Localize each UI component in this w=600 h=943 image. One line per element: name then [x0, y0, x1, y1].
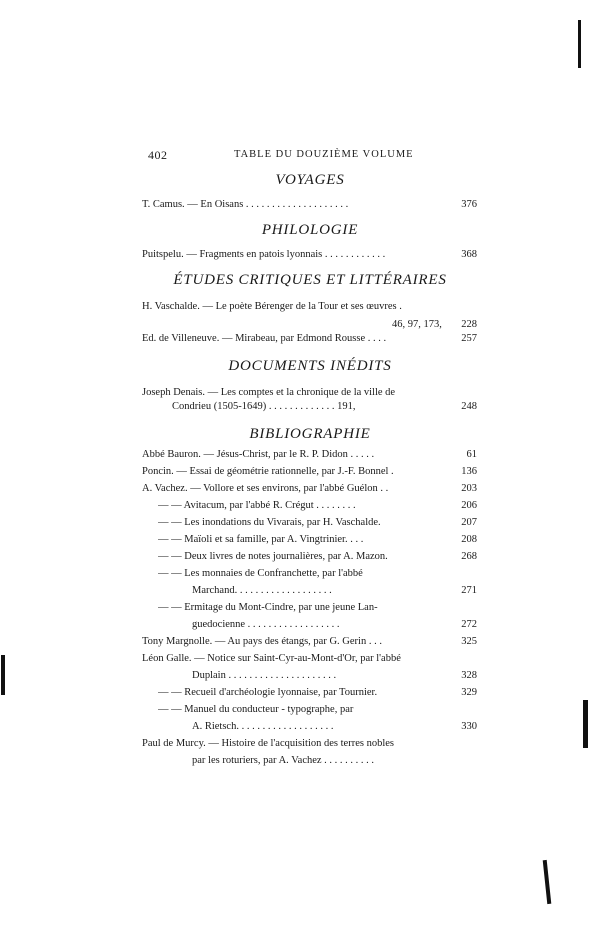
toc-entry-text: Duplain . . . . . . . . . . . . . . . . . . . . . [192, 670, 337, 681]
toc-entry-page: 368 [461, 249, 477, 260]
section-heading: DOCUMENTS INÉDITS [228, 358, 392, 374]
page-header [148, 148, 478, 164]
toc-entry [142, 248, 477, 262]
toc-entry-text: Puitspelu. — Fragments en patois lyonnais . . . . . . . . . . . . [142, 249, 386, 260]
section-heading: PHILOLOGIE [261, 222, 359, 238]
toc-entry-text: — — Deux livres de notes journalières, par A. Mazon. [158, 551, 388, 562]
toc-entry-text: — — Maïoli et sa famille, par A. Vingtrinier. . . . [158, 534, 364, 545]
toc-entry [142, 686, 477, 700]
toc-entry-page: 268 [461, 551, 477, 562]
toc-entry-text: Condrieu (1505-1649) . . . . . . . . . . . . . 191, [172, 401, 356, 412]
toc-entry-text: par les roturiers, par A. Vachez . . . . . . . . . . [192, 755, 375, 766]
toc-entry [142, 448, 477, 462]
toc-entry [142, 703, 477, 717]
toc-entry-text: guedocienne . . . . . . . . . . . . . . . . . . [192, 619, 340, 630]
toc-entry-text: — — Recueil d'archéologie lyonnaise, par Tournier. [158, 687, 378, 698]
toc-entry-text: Poncin. — Essai de géométrie rationnelle, par J.-F. Bonnel . [142, 466, 394, 477]
toc-entry-text: Ed. de Villeneuve. — Mirabeau, par Edmond Rousse . . . . [142, 333, 387, 344]
page-number: 402 [148, 148, 168, 162]
toc-entry-text: — — Les monnaies de Confranchette, par l'abbé [158, 568, 363, 579]
toc-entry [142, 601, 477, 615]
toc-entry-page: 330 [461, 721, 477, 732]
toc-entry [142, 584, 477, 598]
toc-entry [142, 737, 477, 751]
toc-entry [142, 635, 477, 649]
toc-entry-page: 272 [461, 619, 477, 630]
toc-entry [142, 720, 477, 734]
scan-edge-mark-bottom-right [543, 860, 552, 904]
running-title: TABLE DU DOUZIÈME VOLUME [234, 149, 414, 160]
toc-entry [142, 550, 477, 564]
toc-entry-text: Joseph Denais. — Les comptes et la chronique de la ville de [142, 387, 396, 398]
toc-entry-text: — — Ermitage du Mont-Cindre, par une jeune Lan- [158, 602, 378, 613]
scan-edge-mark-left [1, 655, 5, 695]
toc-entry-page: 228 [461, 319, 477, 330]
toc-entry-text: — — Manuel du conducteur - typographe, par [158, 704, 354, 715]
toc-entry [142, 332, 477, 346]
toc-entry-page: 207 [461, 517, 477, 528]
section-heading: VOYAGES [275, 172, 345, 188]
toc-entry [142, 386, 477, 400]
toc-entry-text: Tony Margnolle. — Au pays des étangs, par G. Gerin . . . [142, 636, 382, 647]
toc-entry [142, 754, 477, 768]
toc-entry [142, 516, 477, 530]
toc-entry [142, 465, 477, 479]
toc-entry-page: 61 [466, 449, 477, 460]
toc-entry-text: Paul de Murcy. — Histoire de l'acquisition des terres nobles [142, 738, 394, 749]
toc-entry-text: A. Rietsch. . . . . . . . . . . . . . . . . . . [192, 721, 334, 732]
toc-entry-text: — — Les inondations du Vivarais, par H. Vaschalde. [158, 517, 381, 528]
toc-entry-text: 46, 97, 173, [392, 319, 442, 330]
toc-entry [142, 618, 477, 632]
toc-entry [142, 400, 477, 414]
toc-entry-text: T. Camus. — En Oisans . . . . . . . . . . . . . . . . . . . . [142, 199, 349, 210]
toc-entry [142, 198, 477, 212]
toc-entry-text: A. Vachez. — Vollore et ses environs, par l'abbé Guélon . . [142, 483, 389, 494]
toc-entry [142, 300, 477, 314]
toc-entry [142, 499, 477, 513]
toc-entry-page: 203 [461, 483, 477, 494]
toc-entry-page: 248 [461, 401, 477, 412]
toc-entry-page: 329 [461, 687, 477, 698]
toc-entry-page: 325 [461, 636, 477, 647]
toc-entry-text: Léon Galle. — Notice sur Saint-Cyr-au-Mont-d'Or, par l'abbé [142, 653, 401, 664]
toc-entry [142, 652, 477, 666]
toc-entry-page: 376 [461, 199, 477, 210]
toc-entry [142, 482, 477, 496]
toc-entry-page: 206 [461, 500, 477, 511]
toc-entry [142, 318, 477, 332]
toc-entry [142, 567, 477, 581]
toc-entry-page: 136 [461, 466, 477, 477]
toc-entry-text: — — Avitacum, par l'abbé R. Crégut . . . . . . . . [158, 500, 356, 511]
toc-entry-text: H. Vaschalde. — Le poète Bérenger de la Tour et ses œuvres . [142, 301, 402, 312]
toc-entry-page: 257 [461, 333, 477, 344]
toc-entry-text: Abbé Bauron. — Jésus-Christ, par le R. P. Didon . . . . . [142, 449, 375, 460]
toc-entry-text: Marchand. . . . . . . . . . . . . . . . . . . [192, 585, 332, 596]
toc-entry-page: 271 [461, 585, 477, 596]
toc-entry-page: 208 [461, 534, 477, 545]
section-heading: ÉTUDES CRITIQUES ET LITTÉRAIRES [173, 272, 447, 288]
toc-entry [142, 533, 477, 547]
scan-edge-mark-top-right [578, 20, 581, 68]
toc-entry [142, 669, 477, 683]
section-heading: BIBLIOGRAPHIE [249, 426, 371, 442]
scan-edge-mark-right [583, 700, 588, 748]
toc-entry-page: 328 [461, 670, 477, 681]
